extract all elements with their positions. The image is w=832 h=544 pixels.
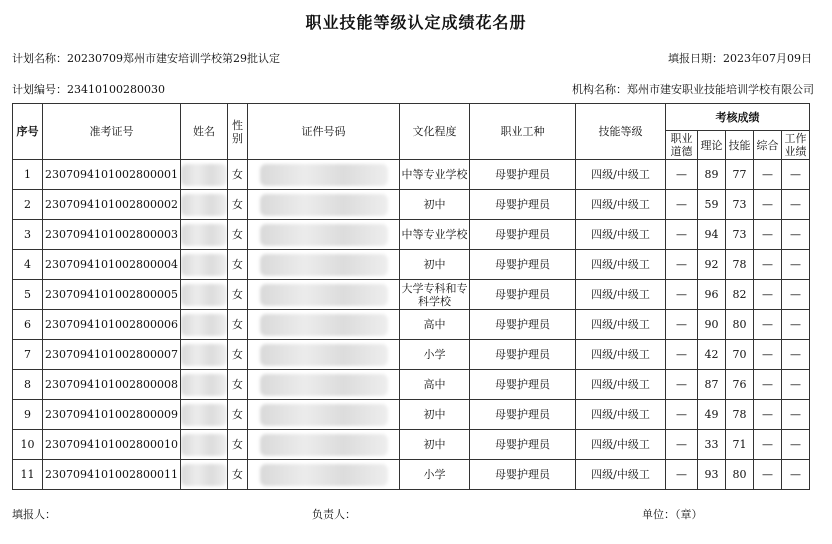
- cell-skill: 71: [726, 430, 754, 460]
- table-row: [13, 250, 810, 280]
- cell-education: 初中: [400, 400, 470, 430]
- cell-occupation: 母婴护理员: [470, 430, 576, 460]
- header-exam-no: 准考证号: [43, 104, 181, 160]
- cell-skill: 77: [726, 160, 754, 190]
- cell-overall: —: [754, 190, 782, 220]
- cell-seq: 4: [13, 250, 43, 280]
- cell-ethics: —: [666, 370, 698, 400]
- cell-ethics: —: [666, 310, 698, 340]
- cell-exam-no: 2307094101002800001: [43, 160, 181, 190]
- header-level: 技能等级: [576, 104, 666, 160]
- cell-overall: —: [754, 280, 782, 310]
- cell-occupation: 母婴护理员: [470, 370, 576, 400]
- cell-occupation: 母婴护理员: [470, 160, 576, 190]
- redacted-blur: [181, 224, 227, 246]
- cell-theory: 90: [698, 310, 726, 340]
- header-gender: 性别: [228, 104, 248, 160]
- cell-name: [181, 220, 228, 250]
- cell-level: 四级/中级工: [576, 400, 666, 430]
- cell-gender: 女: [228, 160, 248, 190]
- organization-name: 机构名称：郑州市建安职业技能培训学校有限公司: [572, 83, 814, 96]
- cell-gender: 女: [228, 370, 248, 400]
- cell-performance: —: [782, 220, 810, 250]
- cell-education: 初中: [400, 190, 470, 220]
- table-row: [13, 340, 810, 370]
- cell-level: 四级/中级工: [576, 430, 666, 460]
- cell-level: 四级/中级工: [576, 310, 666, 340]
- cell-gender: 女: [228, 280, 248, 310]
- cell-id-no: [248, 280, 400, 310]
- header-education: 文化程度: [400, 104, 470, 160]
- table-row: [13, 430, 810, 460]
- cell-theory: 96: [698, 280, 726, 310]
- redacted-blur: [260, 164, 388, 186]
- redacted-blur: [260, 224, 388, 246]
- cell-overall: —: [754, 160, 782, 190]
- cell-performance: —: [782, 280, 810, 310]
- cell-skill: 80: [726, 460, 754, 490]
- cell-occupation: 母婴护理员: [470, 250, 576, 280]
- redacted-blur: [181, 164, 227, 186]
- fill-date: 填报日期：2023年07月09日: [668, 52, 812, 65]
- redacted-blur: [260, 254, 388, 276]
- cell-seq: 7: [13, 340, 43, 370]
- cell-gender: 女: [228, 430, 248, 460]
- document-title: 职业技能等级认定成绩花名册: [305, 13, 527, 32]
- cell-education: 初中: [400, 430, 470, 460]
- table-row: [13, 370, 810, 400]
- cell-level: 四级/中级工: [576, 460, 666, 490]
- redacted-blur: [181, 434, 227, 456]
- cell-exam-no: 2307094101002800010: [43, 430, 181, 460]
- cell-education: 中等专业学校: [400, 160, 470, 190]
- cell-overall: —: [754, 250, 782, 280]
- cell-level: 四级/中级工: [576, 220, 666, 250]
- cell-education: 小学: [400, 460, 470, 490]
- cell-education: 小学: [400, 340, 470, 370]
- cell-exam-no: 2307094101002800009: [43, 400, 181, 430]
- cell-occupation: 母婴护理员: [470, 340, 576, 370]
- redacted-blur: [181, 344, 227, 366]
- cell-theory: 42: [698, 340, 726, 370]
- cell-level: 四级/中级工: [576, 280, 666, 310]
- cell-gender: 女: [228, 190, 248, 220]
- cell-performance: —: [782, 340, 810, 370]
- cell-name: [181, 340, 228, 370]
- cell-name: [181, 250, 228, 280]
- header-name: 姓名: [181, 104, 228, 160]
- redacted-blur: [260, 314, 388, 336]
- header-occupation: 职业工种: [470, 104, 576, 160]
- cell-ethics: —: [666, 280, 698, 310]
- cell-performance: —: [782, 400, 810, 430]
- cell-overall: —: [754, 460, 782, 490]
- cell-id-no: [248, 400, 400, 430]
- cell-seq: 5: [13, 280, 43, 310]
- redacted-blur: [260, 374, 388, 396]
- plan-number: 计划编号：23410100280030: [12, 83, 165, 96]
- cell-level: 四级/中级工: [576, 370, 666, 400]
- cell-ethics: —: [666, 400, 698, 430]
- header-theory: 理论: [698, 131, 726, 160]
- footer-filler: 填报人：: [12, 508, 56, 521]
- cell-name: [181, 280, 228, 310]
- cell-skill: 80: [726, 310, 754, 340]
- cell-skill: 78: [726, 250, 754, 280]
- cell-performance: —: [782, 460, 810, 490]
- cell-id-no: [248, 220, 400, 250]
- cell-id-no: [248, 460, 400, 490]
- cell-theory: 49: [698, 400, 726, 430]
- cell-theory: 93: [698, 460, 726, 490]
- cell-gender: 女: [228, 250, 248, 280]
- cell-ethics: —: [666, 250, 698, 280]
- cell-overall: —: [754, 430, 782, 460]
- cell-education: 高中: [400, 370, 470, 400]
- cell-overall: —: [754, 340, 782, 370]
- cell-name: [181, 370, 228, 400]
- footer-responsible: 负责人：: [312, 508, 356, 521]
- cell-seq: 11: [13, 460, 43, 490]
- header-performance: 工作业绩: [782, 131, 810, 160]
- redacted-blur: [260, 434, 388, 456]
- table-row: [13, 220, 810, 250]
- cell-ethics: —: [666, 340, 698, 370]
- cell-name: [181, 190, 228, 220]
- redacted-blur: [181, 374, 227, 396]
- cell-level: 四级/中级工: [576, 340, 666, 370]
- cell-seq: 9: [13, 400, 43, 430]
- cell-exam-no: 2307094101002800005: [43, 280, 181, 310]
- cell-performance: —: [782, 250, 810, 280]
- cell-id-no: [248, 340, 400, 370]
- table-row: [13, 460, 810, 490]
- cell-occupation: 母婴护理员: [470, 310, 576, 340]
- cell-performance: —: [782, 370, 810, 400]
- cell-performance: —: [782, 190, 810, 220]
- header-id-no: 证件号码: [248, 104, 400, 160]
- cell-skill: 70: [726, 340, 754, 370]
- cell-exam-no: 2307094101002800008: [43, 370, 181, 400]
- cell-id-no: [248, 310, 400, 340]
- cell-occupation: 母婴护理员: [470, 400, 576, 430]
- cell-performance: —: [782, 430, 810, 460]
- cell-theory: 89: [698, 160, 726, 190]
- cell-seq: 6: [13, 310, 43, 340]
- cell-skill: 82: [726, 280, 754, 310]
- cell-theory: 59: [698, 190, 726, 220]
- cell-overall: —: [754, 310, 782, 340]
- cell-education: 高中: [400, 310, 470, 340]
- cell-theory: 92: [698, 250, 726, 280]
- cell-overall: —: [754, 400, 782, 430]
- cell-ethics: —: [666, 190, 698, 220]
- header-ethics: 职业道德: [666, 131, 698, 160]
- cell-ethics: —: [666, 460, 698, 490]
- redacted-blur: [260, 194, 388, 216]
- cell-name: [181, 430, 228, 460]
- cell-exam-no: 2307094101002800006: [43, 310, 181, 340]
- table-row: [13, 160, 810, 190]
- cell-level: 四级/中级工: [576, 250, 666, 280]
- cell-occupation: 母婴护理员: [470, 190, 576, 220]
- cell-exam-no: 2307094101002800002: [43, 190, 181, 220]
- redacted-blur: [260, 404, 388, 426]
- cell-education: 初中: [400, 250, 470, 280]
- cell-gender: 女: [228, 340, 248, 370]
- cell-seq: 2: [13, 190, 43, 220]
- cell-exam-no: 2307094101002800004: [43, 250, 181, 280]
- cell-theory: 94: [698, 220, 726, 250]
- cell-overall: —: [754, 370, 782, 400]
- cell-skill: 73: [726, 190, 754, 220]
- cell-skill: 73: [726, 220, 754, 250]
- cell-skill: 78: [726, 400, 754, 430]
- plan-name: 计划名称：20230709郑州市建安培训学校第29批认定: [12, 52, 280, 65]
- cell-education: 中等专业学校: [400, 220, 470, 250]
- redacted-blur: [181, 464, 227, 486]
- cell-gender: 女: [228, 400, 248, 430]
- header-overall: 综合: [754, 131, 782, 160]
- cell-gender: 女: [228, 220, 248, 250]
- cell-seq: 3: [13, 220, 43, 250]
- cell-name: [181, 160, 228, 190]
- redacted-blur: [181, 314, 227, 336]
- cell-seq: 10: [13, 430, 43, 460]
- cell-ethics: —: [666, 220, 698, 250]
- cell-exam-no: 2307094101002800007: [43, 340, 181, 370]
- cell-name: [181, 400, 228, 430]
- cell-id-no: [248, 370, 400, 400]
- cell-level: 四级/中级工: [576, 160, 666, 190]
- cell-id-no: [248, 430, 400, 460]
- cell-gender: 女: [228, 310, 248, 340]
- cell-name: [181, 310, 228, 340]
- cell-name: [181, 460, 228, 490]
- cell-exam-no: 2307094101002800003: [43, 220, 181, 250]
- header-seq: 序号: [13, 104, 43, 160]
- redacted-blur: [260, 464, 388, 486]
- cell-performance: —: [782, 310, 810, 340]
- redacted-blur: [181, 404, 227, 426]
- cell-id-no: [248, 250, 400, 280]
- cell-occupation: 母婴护理员: [470, 220, 576, 250]
- table-row: [13, 280, 810, 310]
- redacted-blur: [181, 254, 227, 276]
- score-table: [12, 103, 810, 490]
- table-row: [13, 310, 810, 340]
- redacted-blur: [260, 284, 388, 306]
- cell-occupation: 母婴护理员: [470, 460, 576, 490]
- redacted-blur: [181, 194, 227, 216]
- cell-theory: 87: [698, 370, 726, 400]
- cell-gender: 女: [228, 460, 248, 490]
- cell-level: 四级/中级工: [576, 190, 666, 220]
- redacted-blur: [181, 284, 227, 306]
- cell-exam-no: 2307094101002800011: [43, 460, 181, 490]
- cell-seq: 1: [13, 160, 43, 190]
- redacted-blur: [260, 344, 388, 366]
- cell-ethics: —: [666, 430, 698, 460]
- cell-performance: —: [782, 160, 810, 190]
- table-row: [13, 400, 810, 430]
- cell-ethics: —: [666, 160, 698, 190]
- table-row: [13, 190, 810, 220]
- cell-seq: 8: [13, 370, 43, 400]
- cell-education: 大学专科和专科学校: [401, 281, 468, 308]
- cell-theory: 33: [698, 430, 726, 460]
- header-scores: 考核成绩: [666, 104, 810, 131]
- header-skill: 技能: [726, 131, 754, 160]
- cell-id-no: [248, 190, 400, 220]
- cell-occupation: 母婴护理员: [470, 280, 576, 310]
- footer-unit: 单位：（章）: [642, 508, 703, 521]
- cell-overall: —: [754, 220, 782, 250]
- cell-id-no: [248, 160, 400, 190]
- cell-skill: 76: [726, 370, 754, 400]
